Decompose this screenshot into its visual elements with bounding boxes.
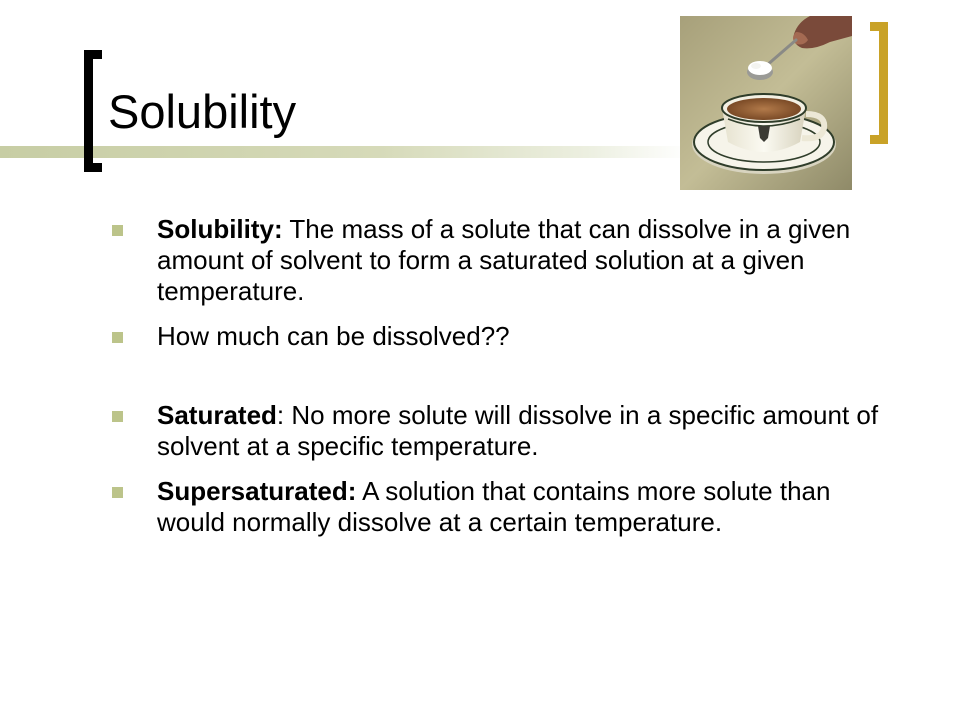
square-bullet-icon (112, 225, 123, 236)
left-bracket-decoration (84, 50, 102, 172)
bullet-text: A solution that contains more solute than would normally dissolve at a certain temperature. (157, 476, 831, 537)
slide-title: Solubility (108, 85, 297, 138)
square-bullet-icon (112, 487, 123, 498)
bullet-term: Saturated (157, 400, 277, 430)
bullet-supersaturated-definition (112, 476, 902, 538)
bullet-text: The mass of a solute that can dissolve in a given amount of solvent to form a saturated solution at a given temperature. (157, 214, 851, 306)
bullet-saturated-definition (112, 400, 902, 462)
teacup-photo (680, 16, 852, 190)
bullet-list (112, 214, 902, 552)
bullet-solubility-definition (112, 214, 902, 307)
bullet-text: : No more solute will dissolve in a specific amount of solvent at a specific temperature. (157, 400, 879, 461)
bullet-term: Solubility: (157, 214, 283, 244)
square-bullet-icon (112, 332, 123, 343)
right-bracket-decoration (870, 22, 888, 144)
square-bullet-icon (112, 411, 123, 422)
bullet-text: How much can be dissolved?? (157, 321, 510, 351)
title-underline-band (0, 146, 690, 158)
bullet-how-much-question (112, 321, 902, 352)
bullet-term: Supersaturated: (157, 476, 357, 506)
